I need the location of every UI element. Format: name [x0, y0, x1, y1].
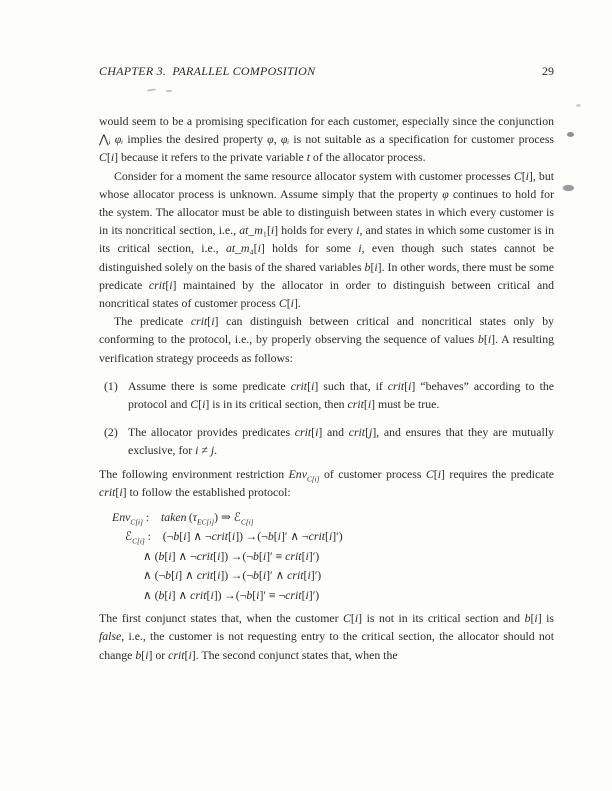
- paragraph-3: The predicate crit[i] can distinguish between critical and noncritical states only by conforming to the protocol, i.e., by properly observing the sequence of values b[i]. A resulting verification strategy proceeds as follows:: [99, 314, 554, 365]
- paragraph-2: Consider for a moment the same resource allocator system with customer processes C[i], but whose allocator process is unknown. Assume simply that the property φ continues to hold for the system. The allocator must be able to distinguish between states in which every customer is in its noncritical section, i.e., at_m₁[i] holds for every i, and states in which some customer is in its critical section, i.e., at_m₄[i] holds for some i, even though such states cannot be distinguished solely on the basis of the shared variables b[i]. In other words, there must be some predicate crit[i] maintained by the allocator in order to distinguish between critical and noncritical states of customer process C[i].: [99, 168, 554, 311]
- equation-line-env: Env$_{C[i]}$ : taken $(\tau_{EC[i]})$ ⇒ ℰ$_{C[i]}$: [112, 510, 254, 527]
- list-item-2-text: The allocator provides predicates crit[i] and crit[j], and ensures that they are mutually exclusive, for i ≠ j.: [128, 425, 554, 458]
- equation-line-e2: ∧ (b[i] ∧ ¬crit[i]) →(¬b[i]′ ≡ crit[i]′): [143, 548, 320, 563]
- equation-line-e4: ∧ (b[i] ∧ crit[i]) →(¬b[i]′ ≡ ¬crit[i]′): [143, 587, 320, 602]
- list-item-1-number: (1): [104, 378, 118, 393]
- scan-speck: [563, 185, 574, 191]
- page-number: 29: [542, 64, 554, 78]
- scan-speck: [567, 132, 574, 137]
- numbered-list: [99, 377, 554, 460]
- paragraph-5: The first conjunct states that, when the customer C[i] is not in its critical section and b[i] is false, i.e., the customer is not requesting entry to the critical section, the allocator should not change b[i] or crit[i]. The second conjunct states that, when the: [99, 611, 554, 662]
- running-title: CHAPTER 3. PARALLEL COMPOSITION: [99, 64, 316, 78]
- page-body: [99, 112, 554, 664]
- list-item-1-text: Assume there is some predicate crit[i] such that, if crit[i] “behaves” according to the protocol and C[i] is in its critical section, then crit[i] must be true.: [128, 378, 554, 412]
- equation-line-e3: ∧ (¬b[i] ∧ crit[i]) →(¬b[i]′ ∧ crit[i]′): [143, 568, 322, 583]
- scan-smudge: [166, 90, 172, 92]
- equation-block: [99, 508, 554, 605]
- paragraph-1: would seem to be a promising specification for each customer, especially since the conjunction ⋀ᵢ φᵢ implies the desired property φ, φᵢ is not suitable as a specification for customer process C[i] because it refers to the private variable t of the allocator process.: [99, 114, 554, 165]
- page-header: [99, 64, 554, 79]
- list-item-1: [99, 377, 554, 413]
- list-item-2: [99, 423, 554, 459]
- scan-speck: [576, 104, 581, 107]
- equation-line-e1: ℰ$_{C[i]}$ : (¬b[i] ∧ ¬crit[i]) →(¬b[i]′ ∧ ¬crit[i]′): [125, 529, 343, 546]
- paragraph-4: The following environment restriction Env$_{C[i]}$ of customer process C[i] requires the predicate crit[i] to follow the established protocol:: [99, 466, 554, 499]
- scan-smudge: [147, 88, 156, 91]
- list-item-2-number: (2): [104, 425, 118, 440]
